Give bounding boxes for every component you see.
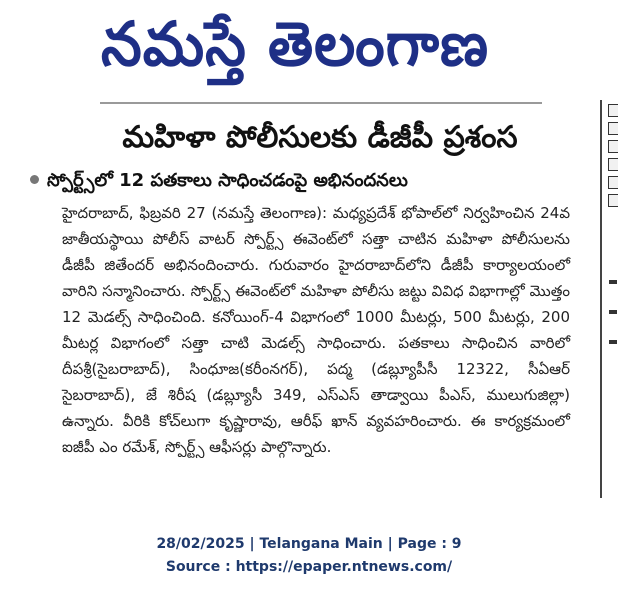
adjacent-column-strip — [600, 100, 618, 498]
article-body: హైదరాబాద్, ఫిబ్రవరి 27 (నమస్తే తెలంగాణ): మధ్యప్రదేశ్ భోపాల్‌లో నిర్వహించిన 24వ జాతీయస్థాయి పోలీస్ వాటర్ స్పోర్ట్స్ ఈవెంట్‌లో సత్తా చాటిన మహిళా పోలీసులను డీజీపీ జితేందర్ అభినందించారు. గురువారం హైదరాబాద్‌లోని డీజీపీ కార్యాలయంలో వారిని సన్మానించారు. స్పోర్ట్స్ ఈవెంట్‌లో మహిళా పోలీసు జట్టు వివిధ విభాగాల్లో మొత్తం 12 మెడల్స్ సాధించింది. కనోయింగ్-4 విభాగంలో 1000 మీటర్లు, 500 మీటర్లు, 200 మీటర్ల విభాగంలో సత్తా చాటి మెడల్స్ సాధించారు. పతకాలు సాధించిన వారిలో దీపశ్రీ(సైబరాబాద్), సింధూజ(కరీంనగర్), పద్మ (డబ్ల్యూపీసీ 12322, సీఏఆర్ సైబరాబాద్), జే శిరీష (డబ్ల్యూసీ 349, ఎస్ఎస్ తాడ్వాయి పీఎస్, ములుగుజిల్లా) ఉన్నారు. వీరికి కోచ్‌లుగా కృష్ణారావు, ఆరీఫ్ ఖాన్ వ్యవహరించారు. ఈ కార్యక్రమంలో ఐజీపీ ఎం రమేశ్, స్పోర్ట్స్ ఆఫీసర్లు పాల్గొన్నారు. — [62, 204, 570, 456]
article-subheadline — [30, 166, 575, 196]
checkbox-icon — [608, 176, 618, 189]
newspaper-masthead: నమస్తే తెలంగాణ — [101, 8, 489, 80]
checkbox-icon — [608, 194, 618, 207]
header-divider — [100, 102, 542, 104]
subheadline-text: స్పోర్ట్స్‌లో 12 పతకాలు సాధించడంపై అభినందనలు — [47, 170, 408, 191]
text-fragment-mark — [609, 310, 617, 314]
text-fragment-mark — [609, 340, 617, 344]
checkbox-icon — [608, 104, 618, 117]
checkbox-icon — [608, 158, 618, 171]
footer-dateline: 28/02/2025 | Telangana Main | Page : 9 — [156, 536, 462, 552]
footer-source: Source : https://epaper.ntnews.com/ — [165, 559, 453, 575]
bullet-icon — [30, 175, 39, 184]
text-fragment-mark — [609, 280, 617, 284]
article-headline: మహిళా పోలీసులకు డీజీపీ ప్రశంస — [122, 120, 518, 155]
checkbox-icon — [608, 140, 618, 153]
checkbox-icon — [608, 122, 618, 135]
